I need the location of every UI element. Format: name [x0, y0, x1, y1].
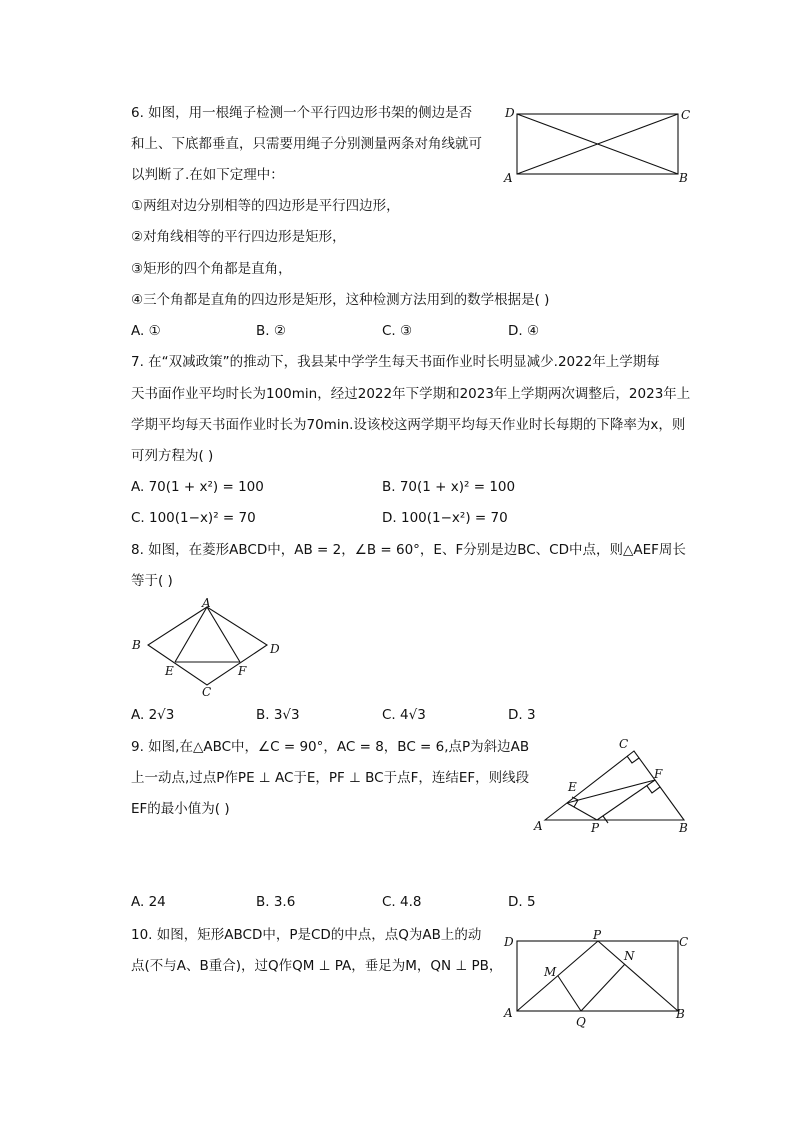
q9-label-e: E [568, 780, 577, 794]
q9-right-triangle-figure [530, 735, 700, 835]
q10-label-c: C [679, 935, 689, 949]
q6-option-a[interactable]: A. ① [131, 323, 161, 339]
q7-option-c[interactable]: C. 100(1−x)² = 70 [131, 510, 256, 526]
q10-label-d: D [504, 935, 514, 949]
q8-label-c: C [202, 685, 212, 699]
q6-theorem-2: ②对角线相等的平行四边形是矩形， [131, 229, 346, 245]
q8-stem-line-1: 8. 如图，在菱形ABCD中，AB = 2，∠B = 60°，E、F分别是边BC、CD中点，则△AEF周长 [131, 542, 686, 558]
q6-option-d[interactable]: D. ④ [508, 323, 540, 339]
q8-label-e: E [165, 664, 174, 678]
q6-label-a: A [504, 171, 513, 185]
q6-stem-line-2: 和上、下底都垂直，只需要用绳子分别测量两条对角线就可 [131, 136, 482, 152]
q8-label-a: A [202, 596, 211, 610]
q10-label-b: B [676, 1007, 685, 1021]
q9-label-p: P [591, 821, 600, 835]
q6-stem-line-3: 以判断了.在如下定理中： [131, 167, 284, 183]
q8-option-c[interactable]: C. 4√3 [382, 707, 426, 723]
q8-option-a[interactable]: A. 2√3 [131, 707, 175, 723]
q7-stem-line-3: 学期平均每天书面作业时长为70min.设该校这两学期平均每天作业时长每期的下降率为x，则 [131, 417, 686, 433]
q8-option-b[interactable]: B. 3√3 [256, 707, 300, 723]
q10-label-n: N [624, 949, 635, 963]
q10-stem-line-1: 10. 如图，矩形ABCD中，P是CD的中点，点Q为AB上的动 [131, 927, 482, 943]
q6-label-c: C [681, 108, 691, 122]
q8-label-b: B [132, 638, 141, 652]
q7-stem-line-2: 天书面作业平均时长为100min，经过2022年下学期和2023年上学期两次调整后，2023年上 [131, 386, 691, 402]
q6-theorem-1: ①两组对边分别相等的四边形是平行四边形， [131, 198, 400, 214]
q6-label-b: B [679, 171, 688, 185]
q10-label-m: M [544, 965, 557, 979]
q8-rhombus-figure [128, 595, 288, 700]
q10-label-a: A [504, 1006, 513, 1020]
q8-label-d: D [270, 642, 280, 656]
q6-option-b[interactable]: B. ② [256, 323, 286, 339]
q6-rectangle-figure [500, 100, 700, 185]
q7-stem-line-4: 可列方程为( ) [131, 448, 214, 464]
q9-stem-line-1: 9. 如图,在△ABC中，∠C = 90°，AC = 8，BC = 6,点P为斜边AB [131, 739, 530, 755]
q9-option-a[interactable]: A. 24 [131, 894, 166, 910]
q6-theorem-4: ④三个角都是直角的四边形是矩形，这种检测方法用到的数学根据是( ) [131, 292, 550, 308]
q6-option-c[interactable]: C. ③ [382, 323, 413, 339]
q9-option-c[interactable]: C. 4.8 [382, 894, 422, 910]
q6-stem-line-1: 6. 如图，用一根绳子检测一个平行四边形书架的侧边是否 [131, 105, 473, 121]
q9-label-c: C [619, 737, 629, 751]
q9-option-b[interactable]: B. 3.6 [256, 894, 296, 910]
q9-stem-line-2: 上一动点,过点P作PE ⊥ AC于E，PF ⊥ BC于点F，连结EF，则线段 [131, 770, 530, 786]
q8-option-d[interactable]: D. 3 [508, 707, 536, 723]
q10-label-p: P [593, 928, 602, 942]
q9-label-f: F [654, 767, 663, 781]
q10-label-q: Q [576, 1015, 586, 1029]
q6-theorem-3: ③矩形的四个角都是直角， [131, 261, 292, 277]
q9-stem-line-3: EF的最小值为( ) [131, 801, 230, 817]
q10-stem-line-2: 点(不与A、B重合)，过Q作QM ⊥ PA，垂足为M，QN ⊥ PB， [131, 958, 503, 974]
q10-rectangle-figure [500, 928, 700, 1033]
q7-option-d[interactable]: D. 100(1−x²) = 70 [382, 510, 508, 526]
q9-label-a: A [534, 819, 543, 833]
q6-label-d: D [505, 106, 515, 120]
q8-label-f: F [238, 664, 247, 678]
q7-option-a[interactable]: A. 70(1 + x²) = 100 [131, 479, 264, 495]
q7-option-b[interactable]: B. 70(1 + x)² = 100 [382, 479, 516, 495]
q9-option-d[interactable]: D. 5 [508, 894, 536, 910]
q9-label-b: B [679, 821, 688, 835]
q8-stem-line-2: 等于( ) [131, 573, 173, 589]
q7-stem-line-1: 7. 在“双减政策”的推动下，我县某中学学生每天书面作业时长明显减少.2022年上学期每 [131, 354, 660, 370]
